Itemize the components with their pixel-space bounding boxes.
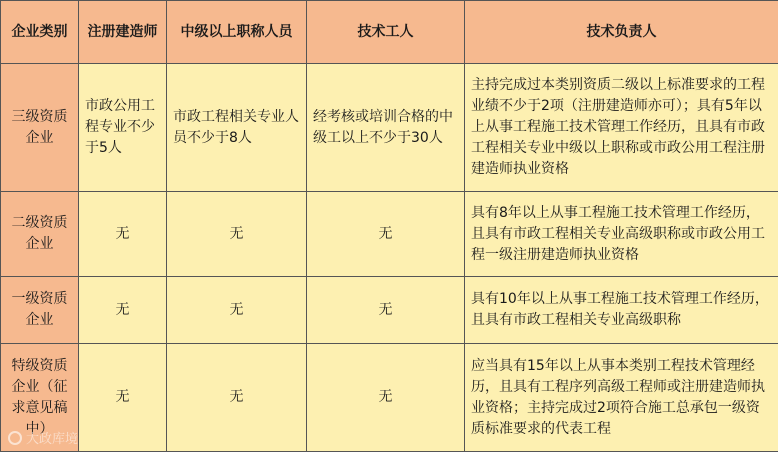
watermark-text: 大政库境: [26, 428, 78, 447]
row-titled: 无: [167, 344, 307, 452]
row-builder: 无: [79, 192, 167, 277]
table-row: [1, 192, 778, 277]
header-category: 企业类别: [1, 1, 79, 64]
watermark-logo-icon: [8, 431, 22, 445]
header-titled-staff: 中级以上职称人员: [167, 1, 307, 64]
row-leader: 主持完成过本类别资质二级以上标准要求的工程业绩不少于2项（注册建造师亦可）；具有5年以上从事工程施工技术管理工作经历，且具有市政工程相关专业中级以上职称或市政公用工程注册建造师执业资格: [465, 64, 778, 192]
table-row: [1, 277, 778, 344]
row-leader: 具有8年以上从事工程施工技术管理工作经历，且具有市政工程相关专业高级职称或市政公用工程一级注册建造师执业资格: [465, 192, 778, 277]
row-workers: 无: [307, 192, 465, 277]
row-builder: 无: [79, 277, 167, 344]
table-row: [1, 64, 778, 192]
header-registered-builder: 注册建造师: [79, 1, 167, 64]
header-technical-workers: 技术工人: [307, 1, 465, 64]
header-row: [1, 1, 778, 64]
row-workers: 无: [307, 277, 465, 344]
row-category: 一级资质企业: [1, 277, 79, 344]
row-workers: 经考核或培训合格的中级工以上不少于30人: [307, 64, 465, 192]
row-titled: 无: [167, 277, 307, 344]
row-leader: 应当具有15年以上从事本类别工程技术管理经历，且具有工程序列高级工程师或注册建造师执业资格；主持完成过2项符合施工总承包一级资质标准要求的代表工程: [465, 344, 778, 452]
table-row: [1, 344, 778, 452]
row-titled: 市政工程相关专业人员不少于8人: [167, 64, 307, 192]
row-builder: 无: [79, 344, 167, 452]
row-category: 三级资质企业: [1, 64, 79, 192]
watermark: [8, 428, 78, 447]
header-technical-leader: 技术负责人: [465, 1, 778, 64]
row-workers: 无: [307, 344, 465, 452]
row-builder: 市政公用工程专业不少于5人: [79, 64, 167, 192]
row-category: 二级资质企业: [1, 192, 79, 277]
row-titled: 无: [167, 192, 307, 277]
row-category: 特级资质企业（征求意见稿中）: [1, 344, 79, 452]
row-leader: 具有10年以上从事工程施工技术管理工作经历，且具有市政工程相关专业高级职称: [465, 277, 778, 344]
